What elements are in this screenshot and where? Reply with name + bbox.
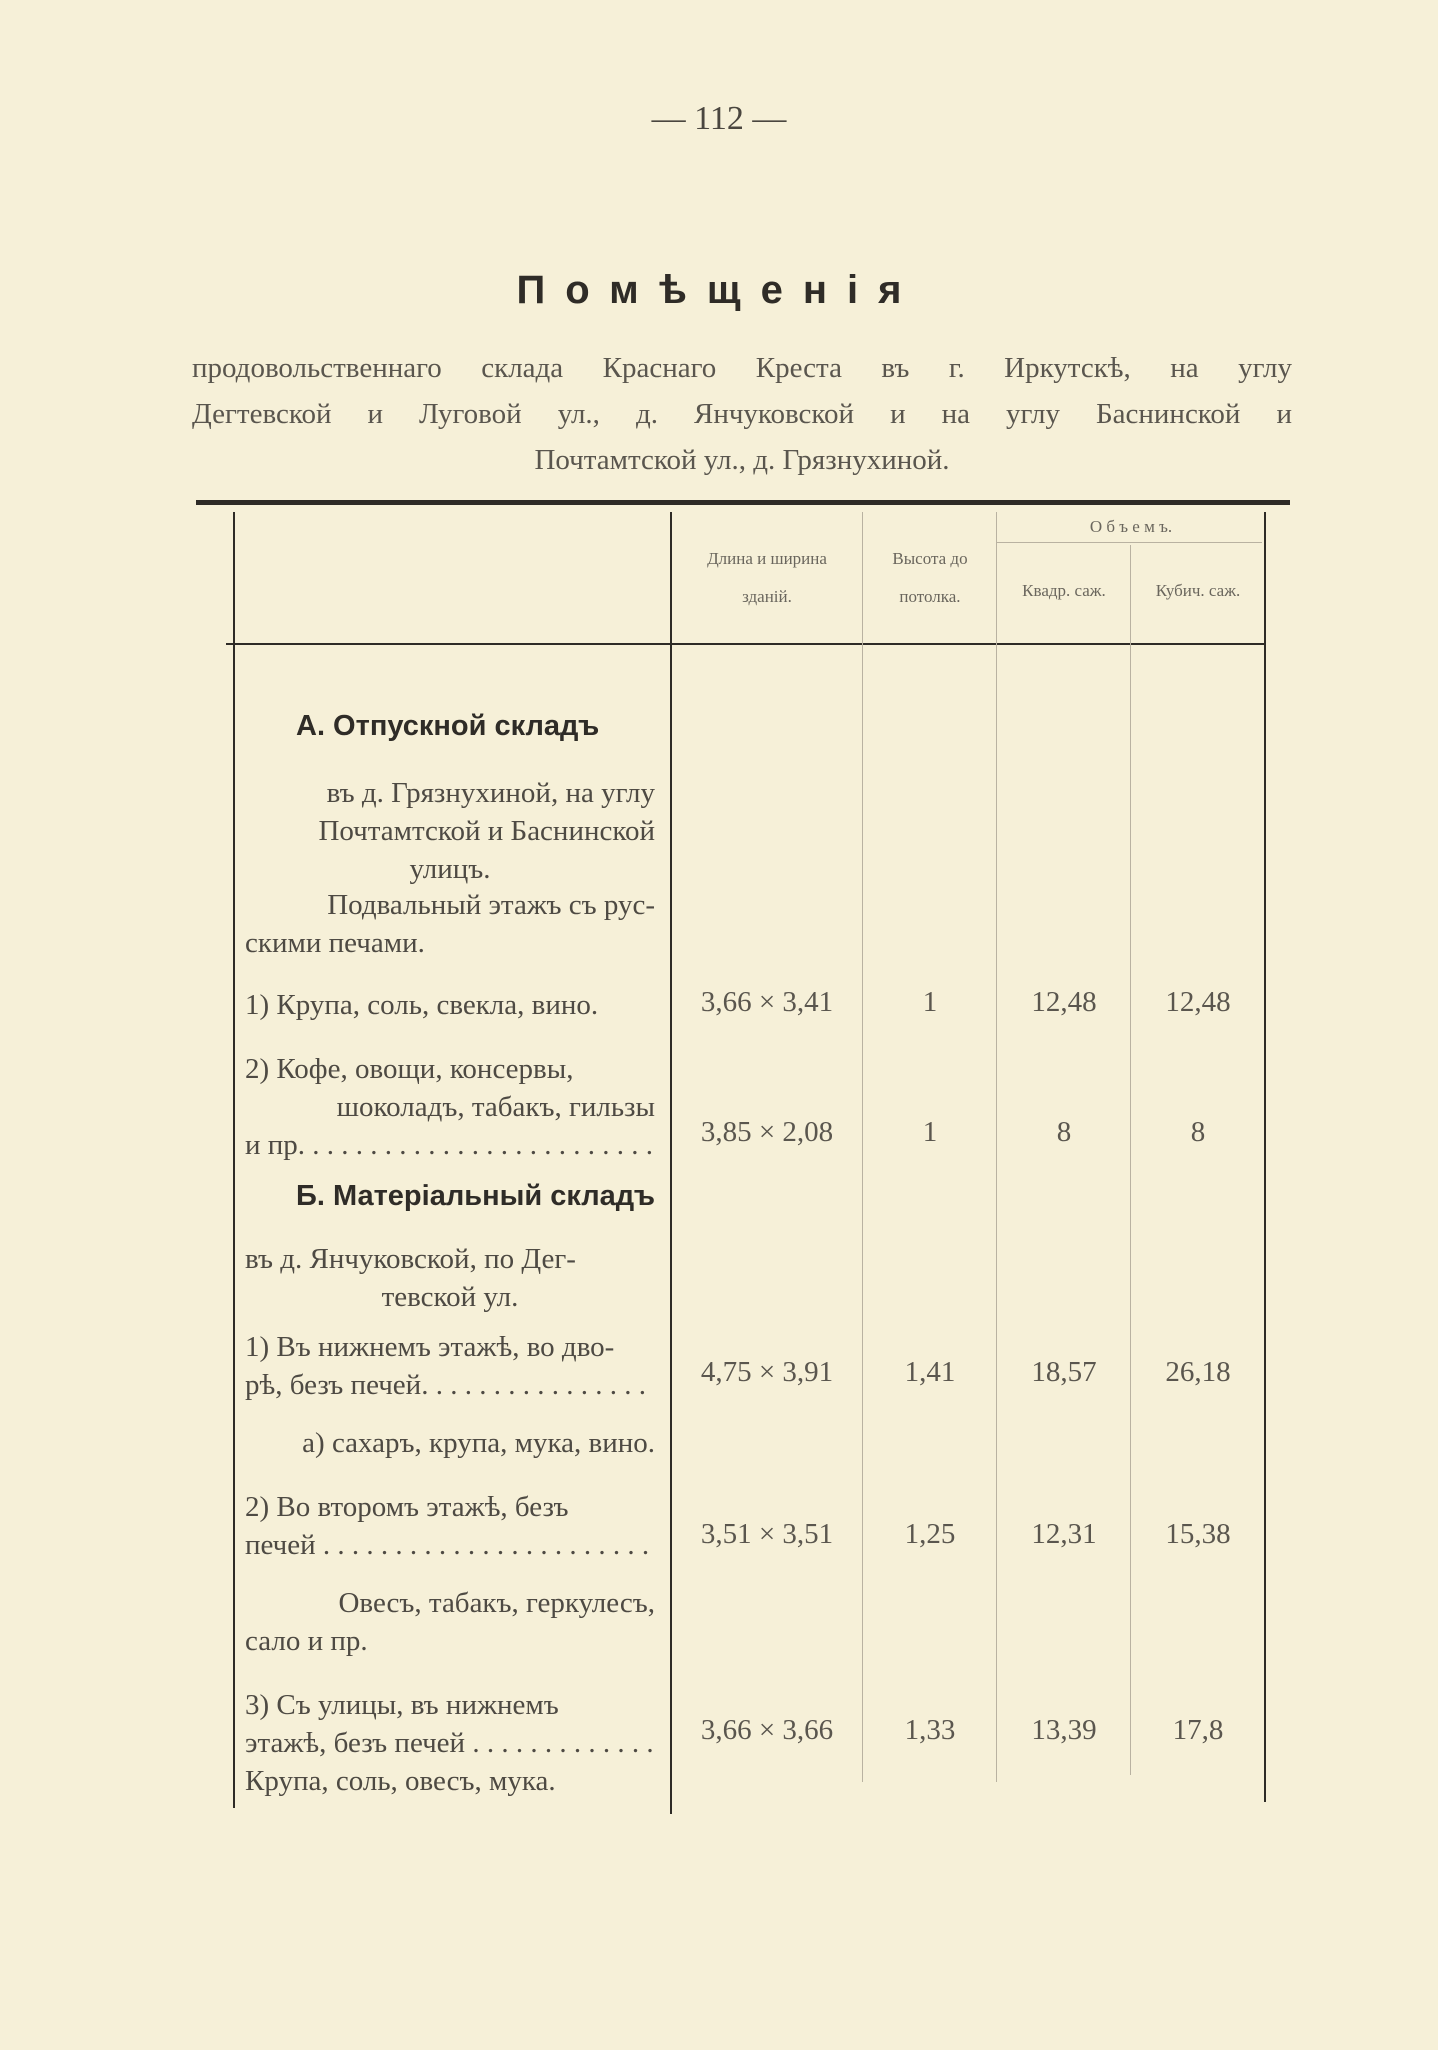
col-line-sq [996,512,997,1782]
header-bottom-rule [226,643,1264,645]
table-row-b2-label: 2) Во второмъ этажѣ, безъ печей . . . [245,1488,655,1564]
table-row-b1-note: а) сахаръ, крупа, мука, вино. [302,1427,655,1459]
table-row-a2-size: 3,85 × 2,08 [700,1116,834,1148]
table-row-b1-size: 4,75 × 3,91 [700,1356,834,1388]
table-row-a1-sq: 12,48 [1031,986,1097,1018]
section-b-heading: Б. Матеріальный складъ [296,1180,655,1212]
table-row-a2-label: 2) Кофе, овощи, консервы, шоколадъ, табакъ, гильзы и пр. . . . [245,1050,655,1164]
table-row-b2-cub: 15,38 [1165,1518,1231,1550]
table-row-b2-height: 1,25 [904,1518,956,1550]
table-row-b2-size: 3,51 × 3,51 [700,1518,834,1550]
section-a-heading: А. Отпускной складъ [296,710,600,742]
table-row-a2-cub: 8 [1190,1116,1206,1148]
subtitle-line-3: Почтамтской ул., д. Грязнухиной. [534,444,950,476]
table-row-b2-sq: 12,31 [1031,1518,1097,1550]
table-row-a1-label: 1) Крупа, соль, свекла, вино. [245,989,599,1021]
table-row-b2-note: Овесъ, табакъ, геркулесъ, сало и пр. [245,1587,655,1657]
col-line-right [1264,512,1266,1802]
table-row-a1-height: 1 [922,986,938,1018]
table-row-b3-label: 3) Съ улицы, въ нижнемъ этажѣ, безъ печей . . . Крупа, соль, овесъ, мука. [245,1686,655,1800]
header-height: Высота до потолка. [892,549,968,606]
table-row-b1-label: 1) Въ нижнемъ этажѣ, во дво- рѣ, безъ печей. . . . [245,1328,655,1404]
table-row-a2-sq: 8 [1056,1116,1072,1148]
header-size: Длина и ширина зданій. [707,549,827,606]
col-line-left [233,512,235,1808]
table-row-b3-size: 3,66 × 3,66 [700,1714,834,1746]
section-a-floor: Подвальный этажъ съ рус- скими печами. [245,889,655,959]
header-cub: Кубич. саж. [1155,581,1241,600]
col-line-size [670,512,672,1814]
subtitle-line-1: продовольственнаго склада Краснаго Креста въ г. Иркутскѣ, на углу [192,352,1292,384]
table-row-a1-size: 3,66 × 3,41 [700,986,834,1018]
subtitle-line-2: Дегтевской и Луговой ул., д. Янчуковской и на углу Баснинской и [192,398,1292,430]
page-number: — 112 — [651,100,787,137]
table-row-b1-height: 1,41 [904,1356,956,1388]
header-sq: Квадр. саж. [1022,581,1106,600]
table-row-b3-height: 1,33 [904,1714,956,1746]
table-row-b1-sq: 18,57 [1031,1356,1097,1388]
table-row-b3-sq: 13,39 [1031,1714,1097,1746]
table-row-a1-cub: 12,48 [1165,986,1231,1018]
table-row-b1-cub: 26,18 [1165,1356,1231,1388]
table-top-rule [196,500,1290,505]
table-row-b3-cub: 17,8 [1172,1714,1224,1746]
header-volume: О б ъ е м ъ. [1089,517,1173,536]
table-row-a2-height: 1 [922,1116,938,1148]
section-b-address: въ д. Янчуковской, по Дег- тевской ул. [245,1243,576,1313]
section-a-address: въ д. Грязнухиной, на углу Почтамтской и Баснинской улицъ. [318,777,655,885]
page-title: Помѣщенія [516,268,922,312]
col-line-height [862,512,863,1782]
col-line-cub [1130,545,1131,1775]
